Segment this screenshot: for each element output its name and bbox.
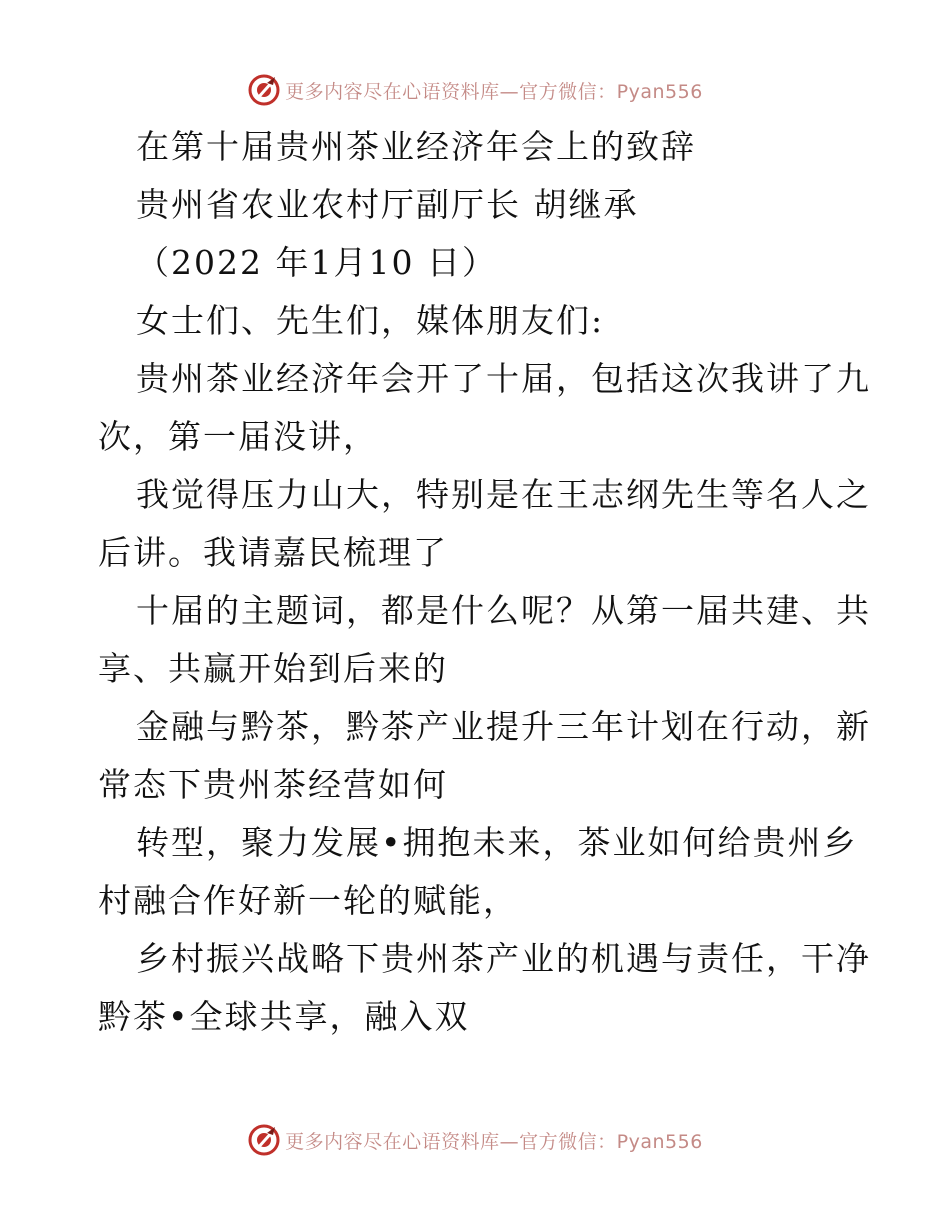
paragraph-line: 黔茶•全球共享，融入双 — [98, 997, 470, 1036]
paragraph-line: 常态下贵州茶经营如何 — [98, 765, 448, 804]
paragraph-line: 贵州茶业经济年会开了十届，包括这次我讲了九 — [136, 359, 871, 398]
date-line: （2022 年1月10 日） — [136, 243, 497, 282]
header-watermark — [0, 70, 950, 110]
paragraph-line: 十届的主题词，都是什么呢？从第一届共建、共 — [136, 591, 871, 630]
paragraph-line: 后讲。我请嘉民梳理了 — [98, 533, 448, 572]
salutation: 女士们、先生们，媒体朋友们: — [136, 301, 605, 340]
document-body — [98, 118, 871, 1046]
paragraph-line: 乡村振兴战略下贵州茶产业的机遇与责任，干净 — [136, 939, 871, 978]
watermark-text: 更多内容尽在心语资料库—官方微信：Pyan556 — [285, 1130, 703, 1153]
paragraph-line: 转型，聚力发展•拥抱未来，茶业如何给贵州乡 — [136, 823, 858, 862]
document-title: 在第十届贵州茶业经济年会上的致辞 — [136, 127, 696, 166]
paragraph-line: 次，第一届没讲， — [98, 417, 378, 456]
speaker-line: 贵州省农业农村厅副厅长 胡继承 — [136, 185, 639, 224]
paragraph-line: 金融与黔茶，黔茶产业提升三年计划在行动，新 — [136, 707, 871, 746]
paragraph-line: 享、共赢开始到后来的 — [98, 649, 448, 688]
watermark-text: 更多内容尽在心语资料库—官方微信：Pyan556 — [285, 80, 703, 103]
paragraph-line: 我觉得压力山大，特别是在王志纲先生等名人之 — [136, 475, 871, 514]
seal-logo-icon — [247, 1123, 281, 1157]
paragraph-line: 村融合作好新一轮的赋能， — [98, 881, 518, 920]
footer-watermark — [0, 1120, 950, 1160]
seal-logo-icon — [247, 73, 281, 107]
